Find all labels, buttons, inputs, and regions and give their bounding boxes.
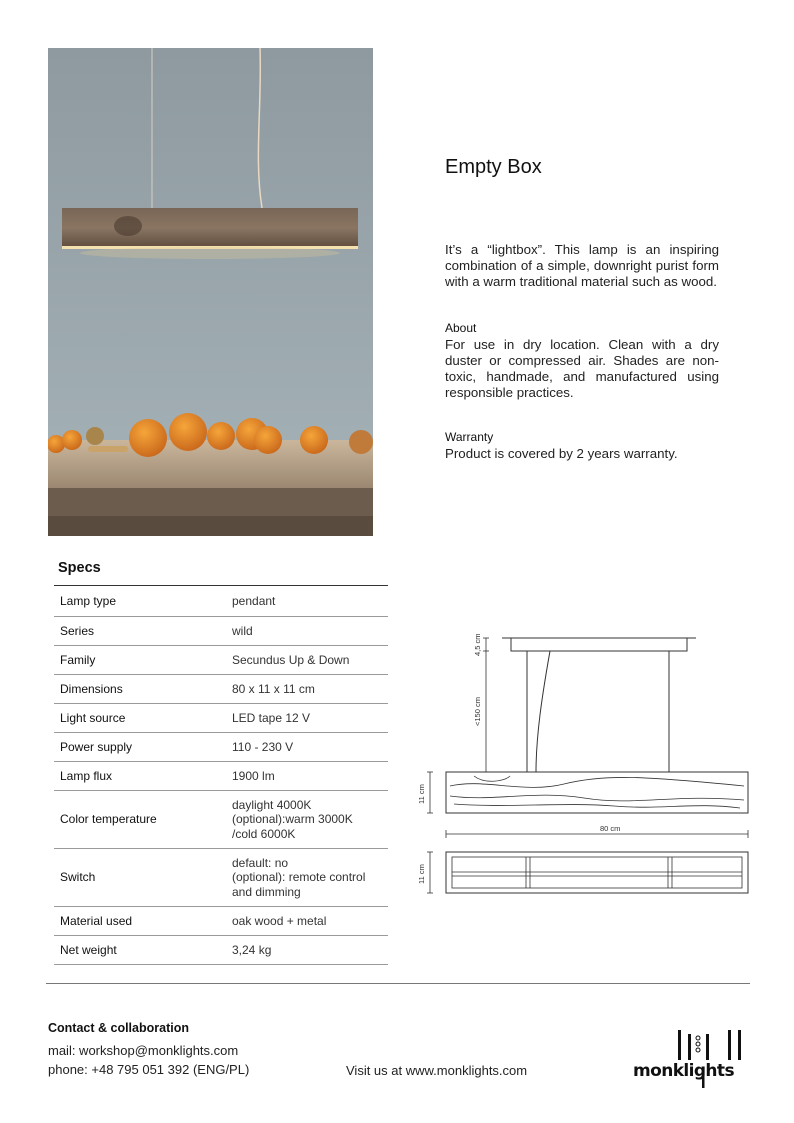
spec-label: Dimensions (60, 681, 123, 696)
warranty-heading: Warranty (445, 430, 494, 444)
specs-table (54, 585, 388, 965)
warranty-section (445, 429, 719, 462)
spec-row (54, 617, 388, 646)
warranty-text: Product is covered by 2 years warranty. (445, 446, 678, 461)
monklights-logo (630, 1030, 750, 1090)
spec-value: 110 - 230 V (232, 739, 294, 754)
product-intro (445, 242, 719, 290)
spec-row (54, 646, 388, 675)
spec-value: pendant (232, 593, 276, 608)
footer-divider (46, 983, 750, 984)
spec-value: 3,24 kg (232, 942, 272, 957)
contact-mail[interactable]: mail: workshop@monklights.com (48, 1043, 239, 1058)
dim-height-side-label: 11 cm (417, 784, 426, 804)
spec-row (54, 936, 388, 965)
spec-row (54, 704, 388, 733)
dim-height-front-label: 11 cm (417, 864, 426, 884)
about-section (445, 320, 719, 401)
canopy (511, 638, 687, 651)
contact-phone[interactable]: phone: +48 795 051 392 (ENG/PL) (48, 1062, 250, 1077)
spec-label: Lamp type (60, 593, 117, 608)
intro-text: It’s a “lightbox”. This lamp is an inspiring combination of a simple, downright purist form with a warm traditional material such as wood. (445, 242, 719, 289)
technical-drawing (414, 626, 760, 902)
spec-label: Power supply (60, 739, 133, 754)
spec-row (54, 586, 388, 617)
spec-row (54, 791, 388, 849)
product-title: Empty Box (445, 156, 542, 178)
spec-value: default: no (optional): remote control and dimming (232, 855, 366, 899)
spec-label: Material used (60, 913, 133, 928)
product-photo (48, 48, 373, 536)
lamp-side-view (446, 772, 748, 813)
contact-title: Contact & collaboration (48, 1021, 189, 1035)
spec-value: oak wood + metal (232, 913, 327, 928)
spec-value: 80 x 11 x 11 cm (232, 681, 315, 696)
spec-label: Light source (60, 710, 126, 725)
spec-row (54, 762, 388, 791)
spec-label: Family (60, 652, 96, 667)
about-text: For use in dry location. Clean with a dry duster or compressed air. Shades are non-toxic, handmade, and manufactured using responsible practices. (445, 337, 719, 400)
spec-row (54, 849, 388, 907)
spec-row (54, 907, 388, 936)
spec-label: Color temperature (60, 812, 157, 827)
specs-title: Specs (58, 560, 101, 576)
spec-value: Secundus Up & Down (232, 652, 350, 667)
spec-row (54, 733, 388, 762)
dim-length-label: 80 cm (600, 824, 621, 833)
spec-row (54, 675, 388, 704)
about-heading: About (445, 321, 477, 335)
dim-cable-label: <150 cm (473, 697, 482, 726)
website-link[interactable]: Visit us at www.monklights.com (346, 1063, 528, 1078)
spec-value: LED tape 12 V (232, 710, 311, 725)
spec-value: daylight 4000K (optional):warm 3000K /cold 6000K (232, 797, 353, 841)
dim-canopy-label: 4,5 cm (473, 633, 482, 656)
cable (536, 651, 550, 772)
spec-label: Series (60, 623, 95, 638)
spec-label: Lamp flux (60, 768, 113, 783)
spec-value: 1900 lm (232, 768, 275, 783)
lamp-front-view (446, 852, 748, 893)
spec-label: Switch (60, 870, 96, 885)
logo-wordmark: monklights (633, 1061, 734, 1081)
spec-value: wild (232, 623, 253, 638)
spec-label: Net weight (60, 942, 117, 957)
